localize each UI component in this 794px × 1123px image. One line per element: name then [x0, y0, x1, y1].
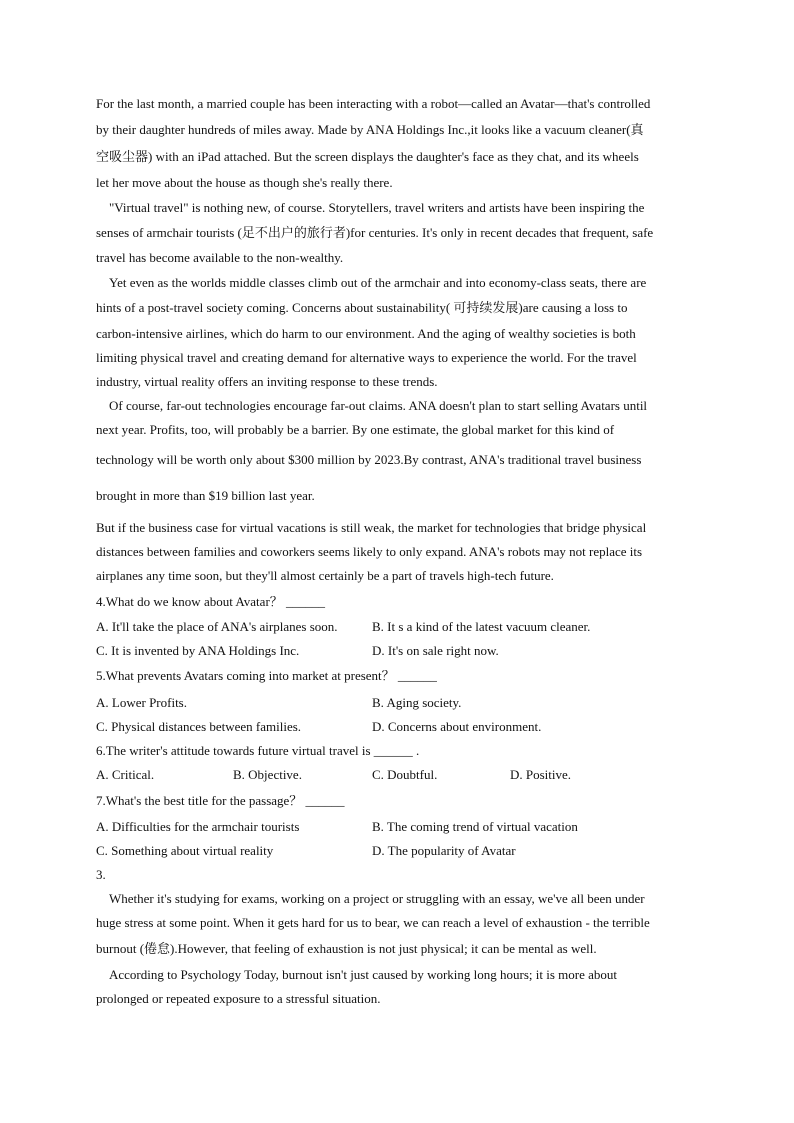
question-6-option-b[interactable]: B. Objective. — [233, 767, 302, 782]
question-5-stem: 5.What prevents Avatars coming into market at present？ ______ — [96, 668, 437, 683]
section-number: 3. — [96, 867, 106, 882]
passage1-line: senses of armchair tourists (足不出户的旅行者)for centuries. It's only in recent decades that frequent, safe — [96, 225, 654, 240]
question-5-option-d[interactable]: D. Concerns about environment. — [372, 719, 542, 734]
passage1-line: let her move about the house as though she's really there. — [96, 175, 393, 190]
question-4-option-a[interactable]: A. It'll take the place of ANA's airplanes soon. — [96, 619, 338, 634]
question-4-option-d[interactable]: D. It's on sale right now. — [372, 643, 499, 658]
question-5-option-b[interactable]: B. Aging society. — [372, 695, 462, 710]
passage1-line: But if the business case for virtual vacations is still weak, the market for technologies that bridge physical — [96, 520, 647, 535]
question-7-option-c[interactable]: C. Something about virtual reality — [96, 843, 274, 858]
question-4-option-c[interactable]: C. It is invented by ANA Holdings Inc. — [96, 643, 300, 658]
question-7-option-d[interactable]: D. The popularity of Avatar — [372, 843, 516, 858]
question-5-option-c[interactable]: C. Physical distances between families. — [96, 719, 302, 734]
question-7-option-b[interactable]: B. The coming trend of virtual vacation — [372, 819, 578, 834]
question-7-option-a[interactable]: A. Difficulties for the armchair tourists — [96, 819, 300, 834]
question-6-option-a[interactable]: A. Critical. — [96, 767, 155, 782]
question-7-stem: 7.What's the best title for the passage？ ______ — [96, 793, 345, 808]
passage1-line: Yet even as the worlds middle classes climb out of the armchair and into economy-class seats, there are — [109, 275, 647, 290]
passage1-line: "Virtual travel" is nothing new, of course. Storytellers, travel writers and artists have been inspiring the — [109, 200, 645, 215]
question-4-option-b[interactable]: B. It s a kind of the latest vacuum cleaner. — [372, 619, 591, 634]
passage1-line: brought in more than $19 billion last year. — [96, 488, 315, 503]
passage1-line: hints of a post-travel society coming. Concerns about sustainability( 可持续发展)are causing a loss to — [96, 300, 628, 315]
question-5-option-a[interactable]: A. Lower Profits. — [96, 695, 187, 710]
passage1-line: industry, virtual reality offers an inviting response to these trends. — [96, 374, 438, 389]
passage1-line: travel has become available to the non-wealthy. — [96, 250, 344, 265]
passage1-line: airplanes any time soon, but they'll almost certainly be a part of travels high-tech future. — [96, 568, 554, 583]
passage1-line: 空吸尘器) with an iPad attached. But the screen displays the daughter's face as they chat, and its wheels — [96, 149, 639, 164]
passage1-line: technology will be worth only about $300 million by 2023.By contrast, ANA's traditional travel business — [96, 452, 642, 467]
passage2-line: According to Psychology Today, burnout isn't just caused by working long hours; it is more about — [109, 967, 618, 982]
question-6-stem: 6.The writer's attitude towards future virtual travel is ______ . — [96, 743, 420, 758]
passage1-line: by their daughter hundreds of miles away. Made by ANA Holdings Inc.,it looks like a vacuum cleaner(真 — [96, 122, 644, 137]
passage1-line: For the last month, a married couple has been interacting with a robot—called an Avatar—that's controlled — [96, 96, 651, 111]
passage1-line: carbon-intensive airlines, which do harm to our environment. And the aging of wealthy societies is both — [96, 326, 636, 341]
passage1-line: next year. Profits, too, will probably be a barrier. By one estimate, the global market for this kind of — [96, 422, 615, 437]
passage2-line: burnout (倦怠).However, that feeling of exhaustion is not just physical; it can be mental as well. — [96, 941, 597, 956]
passage1-line: limiting physical travel and creating demand for alternative ways to experience the world. For the travel — [96, 350, 637, 365]
passage2-line: Whether it's studying for exams, working on a project or struggling with an essay, we've all been under — [109, 891, 645, 906]
question-6-option-c[interactable]: C. Doubtful. — [372, 767, 438, 782]
passage1-line: Of course, far-out technologies encourage far-out claims. ANA doesn't plan to start selling Avatars until — [109, 398, 648, 413]
passage2-line: prolonged or repeated exposure to a stressful situation. — [96, 991, 381, 1006]
passage1-line: distances between families and coworkers seems likely to only expand. ANA's robots may not replace its — [96, 544, 643, 559]
question-4-stem: 4.What do we know about Avatar？ ______ — [96, 594, 326, 609]
passage2-line: huge stress at some point. When it gets hard for us to bear, we can reach a level of exhaustion - the terrible — [96, 915, 650, 930]
question-6-option-d[interactable]: D. Positive. — [510, 767, 572, 782]
